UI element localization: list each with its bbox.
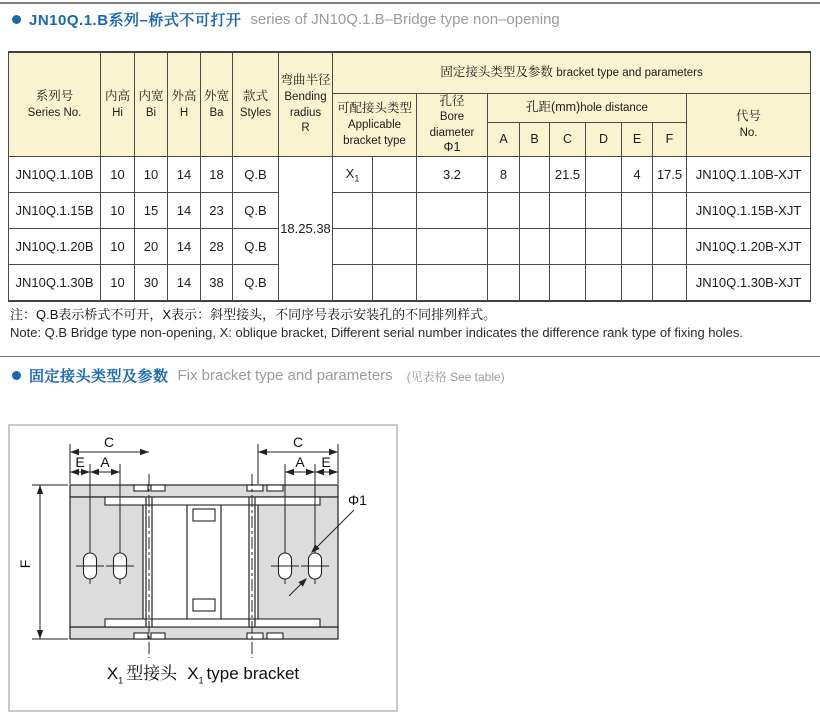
cell-bracket-type2 bbox=[373, 157, 417, 193]
note-en: Note: Q.B Bridge type non-opening, X: oblique bracket, Different serial number indicates the difference rank type of fixing holes. bbox=[10, 325, 743, 340]
cell-e bbox=[622, 229, 653, 265]
section1-title-en: series of JN10Q.1.B–Bridge type non–opening bbox=[250, 11, 560, 28]
section2-title-en: Fix bracket type and parameters bbox=[177, 367, 393, 384]
cell-code: JN10Q.1.15B-XJT bbox=[687, 193, 811, 229]
col-header-radius: 弯曲半径 Bending radius R bbox=[279, 52, 333, 157]
dim-label-a-right: A bbox=[295, 454, 305, 470]
section1-title-zh: JN10Q.1.B系列–桥式不可打开 bbox=[29, 12, 242, 29]
center-slot-top bbox=[193, 509, 215, 521]
bottom-link-bar bbox=[105, 619, 320, 627]
group-header-hole-distance: 孔距(mm)hole distance bbox=[488, 93, 687, 123]
page-top-rule bbox=[0, 2, 820, 4]
cell-d bbox=[586, 193, 622, 229]
col-header-series: 系列号 Series No. bbox=[9, 52, 101, 157]
cell-bracket-type: $X_1$ bbox=[333, 157, 373, 193]
cell-hi: 10 bbox=[101, 193, 135, 229]
table-row bbox=[9, 157, 811, 193]
cell-ba: 28 bbox=[201, 229, 233, 265]
cell-series: JN10Q.1.20B bbox=[9, 229, 101, 265]
cell-style: Q.B bbox=[233, 265, 279, 301]
cell-f: 17.5 bbox=[653, 157, 687, 193]
dim-label-a-left: A bbox=[100, 454, 110, 470]
col-header-c: C bbox=[550, 123, 586, 157]
cell-bracket-type2 bbox=[373, 265, 417, 301]
cell-a: 8 bbox=[488, 157, 520, 193]
cell-ba: 23 bbox=[201, 193, 233, 229]
top-flange bbox=[70, 485, 338, 497]
col-header-hi: 内高 Hi bbox=[101, 52, 135, 157]
col-header-ba: 外宽 Ba bbox=[201, 52, 233, 157]
dim-label-f: F bbox=[17, 559, 33, 569]
col-header-e: E bbox=[622, 123, 653, 157]
col-header-h: 外高 H bbox=[168, 52, 201, 157]
cell-bore: 3.2 bbox=[417, 157, 488, 193]
cell-style: Q.B bbox=[233, 157, 279, 193]
table-row bbox=[9, 265, 811, 301]
cell-style: Q.B bbox=[233, 229, 279, 265]
cell-style: Q.B bbox=[233, 193, 279, 229]
cell-f bbox=[653, 265, 687, 301]
cell-c: 21.5 bbox=[550, 157, 586, 193]
cell-h: 14 bbox=[168, 157, 201, 193]
cell-bore bbox=[417, 229, 488, 265]
section2-title-zh: 固定接头类型及参数 bbox=[29, 368, 169, 385]
bottom-flange bbox=[70, 627, 338, 639]
cell-hi: 10 bbox=[101, 157, 135, 193]
drawing-caption: $X_1$ 型接头 $X_1$ type bracket bbox=[106, 664, 300, 686]
cell-ba: 18 bbox=[201, 157, 233, 193]
cell-bracket-type bbox=[333, 265, 373, 301]
cell-h: 14 bbox=[168, 265, 201, 301]
col-header-a: A bbox=[488, 123, 520, 157]
cell-d bbox=[586, 157, 622, 193]
cell-b bbox=[520, 229, 550, 265]
col-header-code: 代号 No. bbox=[687, 93, 811, 157]
cell-bracket-type2 bbox=[373, 193, 417, 229]
dim-label-e-right: E bbox=[321, 454, 331, 470]
cell-a bbox=[488, 229, 520, 265]
dim-label-c-right: C bbox=[292, 434, 304, 450]
cell-series: JN10Q.1.30B bbox=[9, 265, 101, 301]
cell-e: 4 bbox=[622, 157, 653, 193]
cell-hi: 10 bbox=[101, 265, 135, 301]
col-header-applicable: 可配接头类型 Applicable bracket type bbox=[333, 93, 417, 157]
cell-ba: 38 bbox=[201, 265, 233, 301]
cell-f bbox=[653, 229, 687, 265]
col-header-styles: 款式 Styles bbox=[233, 52, 279, 157]
section1-heading bbox=[12, 9, 560, 30]
section-divider bbox=[0, 356, 820, 357]
cell-bi: 30 bbox=[135, 265, 168, 301]
cell-b bbox=[520, 193, 550, 229]
note-zh: 注：Q.B表示桥式不可开，X表示：斜型接头，不同序号表示安装孔的不同排列样式。 bbox=[10, 307, 497, 322]
cell-bending-radius: 18.25.38 bbox=[279, 157, 333, 301]
cell-bi: 10 bbox=[135, 157, 168, 193]
spec-table bbox=[8, 51, 811, 302]
cell-a bbox=[488, 265, 520, 301]
group-header-bracket: 固定接头类型及参数 bracket type and parameters bbox=[333, 52, 811, 93]
col-header-bi: 内宽 Bi bbox=[135, 52, 168, 157]
section2-see-table: (见表格 See table) bbox=[406, 370, 505, 384]
cell-code: JN10Q.1.10B-XJT bbox=[687, 157, 811, 193]
cell-bore bbox=[417, 193, 488, 229]
center-slot-bottom bbox=[193, 599, 215, 611]
left-plate bbox=[70, 497, 143, 627]
cell-a bbox=[488, 193, 520, 229]
table-row bbox=[9, 229, 811, 265]
cell-bracket-type bbox=[333, 229, 373, 265]
col-header-d: D bbox=[586, 123, 622, 157]
cell-code: JN10Q.1.30B-XJT bbox=[687, 265, 811, 301]
cell-c bbox=[550, 265, 586, 301]
dim-label-bore: Φ1 bbox=[348, 492, 367, 508]
cell-bore bbox=[417, 265, 488, 301]
cell-bracket-type2 bbox=[373, 229, 417, 265]
cell-d bbox=[586, 229, 622, 265]
cell-bracket-type bbox=[333, 193, 373, 229]
col-header-f: F bbox=[653, 123, 687, 157]
bullet-icon bbox=[12, 15, 21, 24]
cell-code: JN10Q.1.20B-XJT bbox=[687, 229, 811, 265]
cell-b bbox=[520, 265, 550, 301]
top-link-bar bbox=[105, 497, 320, 505]
cell-b bbox=[520, 157, 550, 193]
cell-h: 14 bbox=[168, 229, 201, 265]
table-row bbox=[9, 193, 811, 229]
dim-label-e-left: E bbox=[75, 454, 85, 470]
section2-heading bbox=[12, 365, 505, 386]
col-header-b: B bbox=[520, 123, 550, 157]
cell-e bbox=[622, 265, 653, 301]
right-plate bbox=[258, 497, 338, 627]
cell-series: JN10Q.1.10B bbox=[9, 157, 101, 193]
cell-series: JN10Q.1.15B bbox=[9, 193, 101, 229]
cell-d bbox=[586, 265, 622, 301]
cell-c bbox=[550, 193, 586, 229]
col-header-bore: 孔径 Bore diameter Φ1 bbox=[417, 93, 488, 157]
bullet-icon bbox=[12, 371, 21, 380]
cell-bi: 15 bbox=[135, 193, 168, 229]
cell-hi: 10 bbox=[101, 229, 135, 265]
bracket-drawing-panel bbox=[8, 424, 398, 712]
cell-c bbox=[550, 229, 586, 265]
cell-e bbox=[622, 193, 653, 229]
cell-f bbox=[653, 193, 687, 229]
cell-bi: 20 bbox=[135, 229, 168, 265]
cell-h: 14 bbox=[168, 193, 201, 229]
dim-label-c-left: C bbox=[103, 434, 115, 450]
